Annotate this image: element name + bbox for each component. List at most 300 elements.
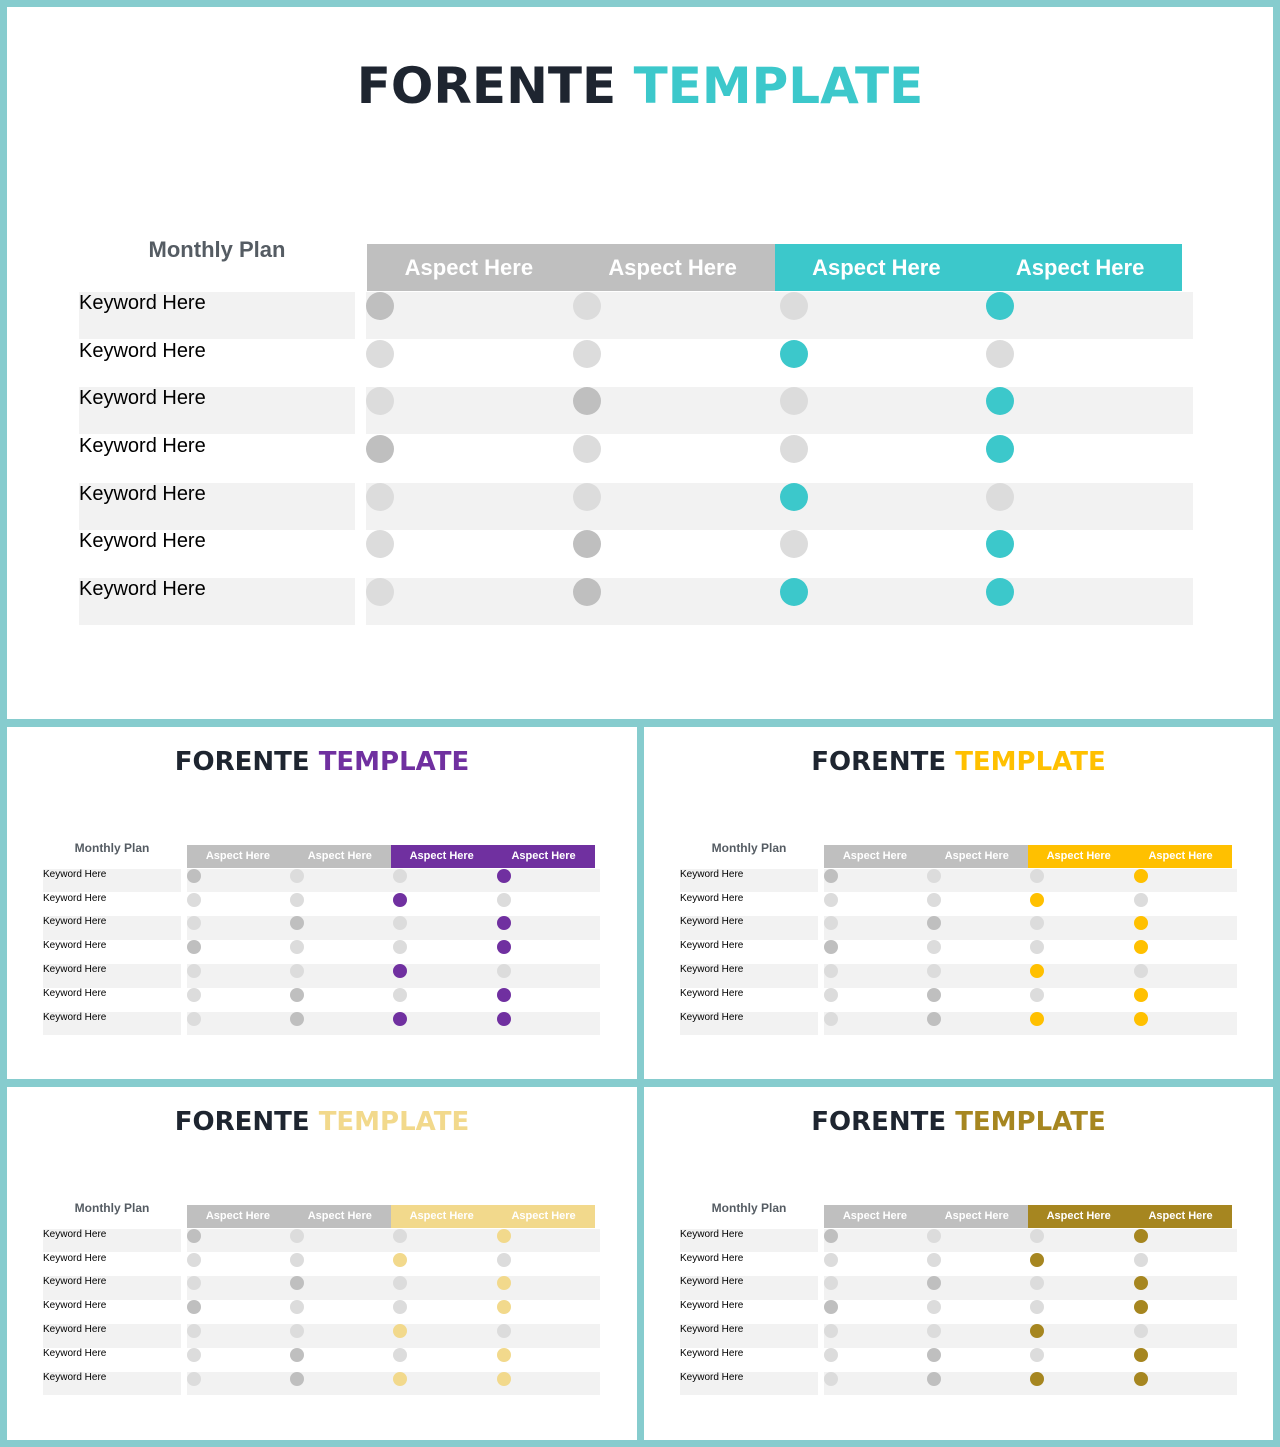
table-cell bbox=[497, 1324, 600, 1348]
table-cell bbox=[497, 893, 600, 917]
status-dot-accent bbox=[986, 435, 1014, 463]
status-dot-light bbox=[927, 1253, 941, 1267]
table-row bbox=[187, 1300, 601, 1324]
table-cell bbox=[1134, 988, 1237, 1012]
table-row bbox=[187, 1253, 601, 1277]
table-cell bbox=[824, 1348, 927, 1372]
status-dot-light bbox=[824, 1324, 838, 1338]
status-dot-light bbox=[1030, 940, 1044, 954]
table-cell bbox=[1134, 1276, 1237, 1300]
status-dot-light bbox=[393, 940, 407, 954]
status-dot-light bbox=[187, 964, 201, 978]
table-cell bbox=[1134, 916, 1237, 940]
table-cell bbox=[573, 292, 780, 339]
status-dot-dark bbox=[187, 869, 201, 883]
status-dot-light bbox=[393, 1276, 407, 1290]
status-dot-light bbox=[187, 1253, 201, 1267]
table-cell bbox=[824, 1253, 927, 1277]
table-cell bbox=[187, 1372, 290, 1396]
header-aspect-2: Aspect Here bbox=[571, 244, 775, 291]
status-dot-light bbox=[824, 1372, 838, 1386]
keyword-label: Keyword Here bbox=[680, 1012, 818, 1036]
status-dot-accent bbox=[1030, 1012, 1044, 1026]
status-dot-light bbox=[824, 1276, 838, 1290]
status-dot-light bbox=[393, 988, 407, 1002]
table-cell bbox=[824, 869, 927, 893]
status-dot-accent bbox=[1134, 988, 1148, 1002]
table-cell bbox=[1030, 1300, 1133, 1324]
status-dot-light bbox=[290, 1229, 304, 1243]
status-dot-dark bbox=[290, 1348, 304, 1362]
header-aspect-3: Aspect Here bbox=[391, 845, 493, 869]
table-cell bbox=[573, 387, 780, 434]
table-row bbox=[824, 940, 1238, 964]
header-aspect-2: Aspect Here bbox=[289, 1205, 391, 1229]
status-dot-accent bbox=[1134, 1300, 1148, 1314]
table-cell bbox=[497, 988, 600, 1012]
table-cell bbox=[290, 988, 393, 1012]
table-cell bbox=[393, 1300, 496, 1324]
status-dot-accent bbox=[497, 1012, 511, 1026]
table-cell bbox=[927, 1300, 1030, 1324]
status-dot-dark bbox=[927, 916, 941, 930]
table-cell bbox=[187, 1276, 290, 1300]
table-cell bbox=[366, 340, 573, 387]
table-cell bbox=[1134, 1253, 1237, 1277]
table-cell bbox=[824, 964, 927, 988]
table-row bbox=[366, 340, 1193, 387]
status-dot-light bbox=[187, 1012, 201, 1026]
table-cell bbox=[393, 964, 496, 988]
keyword-label: Keyword Here bbox=[680, 940, 744, 951]
table-cell bbox=[1134, 893, 1237, 917]
status-dot-light bbox=[780, 435, 808, 463]
title-word-2: TEMPLATE bbox=[633, 57, 924, 115]
table-row bbox=[824, 893, 1238, 917]
status-dot-light bbox=[927, 869, 941, 883]
table-cell bbox=[1134, 1348, 1237, 1372]
title-word-1: FORENTE bbox=[356, 57, 617, 115]
status-dot-accent bbox=[1134, 1348, 1148, 1362]
status-dot-accent bbox=[780, 578, 808, 606]
table-cell bbox=[927, 1229, 1030, 1253]
table-cell bbox=[187, 893, 290, 917]
table-cell bbox=[1030, 964, 1133, 988]
table-cell bbox=[780, 292, 987, 339]
table-cell bbox=[393, 893, 496, 917]
status-dot-accent bbox=[393, 1324, 407, 1338]
table-cell bbox=[290, 964, 393, 988]
keyword-label: Keyword Here bbox=[43, 1347, 107, 1359]
status-dot-light bbox=[393, 869, 407, 883]
status-dot-dark bbox=[927, 1276, 941, 1290]
status-dot-accent bbox=[497, 1372, 511, 1386]
table-row bbox=[187, 916, 601, 940]
status-dot-light bbox=[927, 1229, 941, 1243]
table-cell bbox=[187, 1229, 290, 1253]
status-dot-light bbox=[366, 530, 394, 558]
status-dot-accent bbox=[497, 940, 511, 954]
table-row bbox=[187, 964, 601, 988]
status-dot-light bbox=[1134, 893, 1148, 907]
status-dot-accent bbox=[1030, 893, 1044, 907]
table-cell bbox=[393, 1324, 496, 1348]
header-aspect-3: Aspect Here bbox=[775, 244, 979, 291]
status-dot-accent bbox=[1134, 1012, 1148, 1026]
table-row bbox=[187, 1324, 601, 1348]
status-dot-light bbox=[927, 1300, 941, 1314]
table-cell bbox=[824, 988, 927, 1012]
status-dot-light bbox=[290, 964, 304, 978]
keyword-label: Keyword Here bbox=[43, 916, 181, 940]
status-dot-light bbox=[1030, 916, 1044, 930]
status-dot-light bbox=[986, 483, 1014, 511]
status-dot-accent bbox=[497, 869, 511, 883]
table-row bbox=[824, 1300, 1238, 1324]
table-cell bbox=[927, 964, 1030, 988]
table-cell bbox=[290, 893, 393, 917]
table-cell bbox=[187, 1348, 290, 1372]
status-dot-dark bbox=[927, 1372, 941, 1386]
table-cell bbox=[187, 916, 290, 940]
status-dot-light bbox=[824, 1253, 838, 1267]
keyword-label: Keyword Here bbox=[43, 1276, 181, 1300]
keyword-label: Keyword Here bbox=[43, 987, 107, 999]
keyword-label: Keyword Here bbox=[43, 1300, 107, 1311]
status-dot-light bbox=[187, 1348, 201, 1362]
header-aspect-3: Aspect Here bbox=[1028, 1205, 1130, 1229]
table-cell bbox=[497, 916, 600, 940]
table-cell bbox=[187, 940, 290, 964]
table-cell bbox=[780, 483, 987, 530]
table-cell bbox=[497, 964, 600, 988]
header-aspect-1: Aspect Here bbox=[367, 244, 571, 291]
table-cell bbox=[497, 1253, 600, 1277]
table-cell bbox=[393, 916, 496, 940]
status-dot-light bbox=[1030, 1229, 1044, 1243]
keyword-label: Keyword Here bbox=[680, 892, 744, 904]
header-aspect-4: Aspect Here bbox=[978, 244, 1182, 291]
status-dot-accent bbox=[497, 988, 511, 1002]
status-dot-light bbox=[393, 1348, 407, 1362]
keyword-label: Keyword Here bbox=[43, 1372, 181, 1396]
keyword-label: Keyword Here bbox=[79, 435, 206, 457]
table-row bbox=[187, 1229, 601, 1253]
status-dot-light bbox=[1030, 1348, 1044, 1362]
table-cell bbox=[573, 483, 780, 530]
slide-5 bbox=[644, 1087, 1273, 1440]
table-row bbox=[824, 1276, 1238, 1300]
table-cell bbox=[986, 340, 1193, 387]
table-cell bbox=[290, 1372, 393, 1396]
status-dot-dark bbox=[927, 1012, 941, 1026]
keyword-label: Keyword Here bbox=[680, 1300, 744, 1311]
status-dot-light bbox=[366, 340, 394, 368]
table-cell bbox=[824, 1324, 927, 1348]
status-dot-dark bbox=[573, 387, 601, 415]
table-cell bbox=[1030, 940, 1133, 964]
slide-1 bbox=[7, 7, 1273, 719]
table-cell bbox=[824, 893, 927, 917]
status-dot-accent bbox=[393, 1372, 407, 1386]
status-dot-light bbox=[393, 916, 407, 930]
table-cell bbox=[1134, 940, 1237, 964]
status-dot-accent bbox=[393, 1012, 407, 1026]
status-dot-light bbox=[497, 964, 511, 978]
table-cell bbox=[187, 988, 290, 1012]
status-dot-light bbox=[986, 340, 1014, 368]
table-header bbox=[187, 1205, 595, 1229]
table-cell bbox=[986, 387, 1193, 434]
table-cell bbox=[290, 1276, 393, 1300]
table-cell bbox=[927, 1012, 1030, 1036]
table-cell bbox=[1030, 1372, 1133, 1396]
status-dot-dark bbox=[290, 1372, 304, 1386]
table-cell bbox=[290, 1012, 393, 1036]
status-dot-dark bbox=[824, 869, 838, 883]
table-row bbox=[187, 988, 601, 1012]
table-header bbox=[187, 845, 595, 869]
title-word-1: FORENTE bbox=[811, 747, 947, 777]
title-word-2: TEMPLATE bbox=[955, 1107, 1106, 1137]
status-dot-accent bbox=[1030, 1324, 1044, 1338]
status-dot-light bbox=[573, 292, 601, 320]
status-dot-accent bbox=[497, 916, 511, 930]
keyword-label: Keyword Here bbox=[43, 1252, 107, 1264]
status-dot-light bbox=[824, 988, 838, 1002]
table-cell bbox=[927, 893, 1030, 917]
table-cell bbox=[780, 530, 987, 577]
status-dot-dark bbox=[366, 435, 394, 463]
table-cell bbox=[393, 1012, 496, 1036]
status-dot-dark bbox=[290, 916, 304, 930]
title-word-2: TEMPLATE bbox=[318, 1107, 470, 1137]
status-dot-light bbox=[927, 964, 941, 978]
monthly-plan-label: Monthly Plan bbox=[711, 1201, 787, 1215]
table-row bbox=[187, 869, 601, 893]
table-cell bbox=[497, 1012, 600, 1036]
status-dot-light bbox=[824, 1012, 838, 1026]
table-cell bbox=[393, 1348, 496, 1372]
status-dot-dark bbox=[290, 1276, 304, 1290]
status-dot-accent bbox=[986, 292, 1014, 320]
slide-4 bbox=[7, 1087, 637, 1440]
status-dot-light bbox=[927, 940, 941, 954]
table-header bbox=[824, 845, 1232, 869]
status-dot-light bbox=[187, 1372, 201, 1386]
status-dot-light bbox=[824, 916, 838, 930]
table-cell bbox=[393, 1253, 496, 1277]
table-cell bbox=[290, 940, 393, 964]
table-cell bbox=[187, 1253, 290, 1277]
table-header bbox=[367, 244, 1182, 291]
status-dot-light bbox=[780, 387, 808, 415]
table-cell bbox=[366, 530, 573, 577]
table-cell bbox=[1030, 1253, 1133, 1277]
status-dot-light bbox=[1134, 1324, 1148, 1338]
status-dot-accent bbox=[986, 387, 1014, 415]
table-cell bbox=[497, 1300, 600, 1324]
table-cell bbox=[187, 869, 290, 893]
status-dot-light bbox=[573, 340, 601, 368]
table-cell bbox=[1134, 1229, 1237, 1253]
keyword-label: Keyword Here bbox=[680, 1276, 818, 1300]
header-aspect-2: Aspect Here bbox=[926, 845, 1028, 869]
header-aspect-1: Aspect Here bbox=[824, 845, 926, 869]
keyword-label: Keyword Here bbox=[680, 1324, 818, 1348]
keyword-label: Keyword Here bbox=[680, 869, 818, 893]
header-aspect-1: Aspect Here bbox=[187, 1205, 289, 1229]
status-dot-dark bbox=[824, 940, 838, 954]
status-dot-accent bbox=[1030, 964, 1044, 978]
table-row bbox=[366, 435, 1193, 482]
table-cell bbox=[824, 1372, 927, 1396]
table-cell bbox=[1134, 1372, 1237, 1396]
title-word-2: TEMPLATE bbox=[955, 747, 1106, 777]
table-cell bbox=[824, 1300, 927, 1324]
status-dot-light bbox=[1134, 1253, 1148, 1267]
table-cell bbox=[780, 435, 987, 482]
table-cell bbox=[986, 530, 1193, 577]
monthly-plan-label: Monthly Plan bbox=[74, 841, 150, 855]
table-row bbox=[824, 1324, 1238, 1348]
status-dot-dark bbox=[927, 1348, 941, 1362]
header-aspect-3: Aspect Here bbox=[391, 1205, 493, 1229]
status-dot-accent bbox=[393, 1253, 407, 1267]
header-aspect-2: Aspect Here bbox=[926, 1205, 1028, 1229]
status-dot-accent bbox=[780, 340, 808, 368]
table-cell bbox=[1134, 869, 1237, 893]
status-dot-light bbox=[927, 893, 941, 907]
table-cell bbox=[187, 1324, 290, 1348]
table-cell bbox=[573, 340, 780, 387]
status-dot-accent bbox=[780, 483, 808, 511]
table-cell bbox=[290, 1300, 393, 1324]
table-cell bbox=[290, 1253, 393, 1277]
table-cell bbox=[986, 435, 1193, 482]
table-cell bbox=[927, 1324, 1030, 1348]
table-cell bbox=[1030, 988, 1133, 1012]
table-cell bbox=[1030, 1276, 1133, 1300]
table-cell bbox=[393, 1372, 496, 1396]
status-dot-accent bbox=[1030, 1253, 1044, 1267]
status-dot-light bbox=[187, 988, 201, 1002]
status-dot-light bbox=[824, 1348, 838, 1362]
status-dot-light bbox=[1030, 1276, 1044, 1290]
table-row bbox=[187, 1372, 601, 1396]
table-row bbox=[824, 1012, 1238, 1036]
status-dot-accent bbox=[1134, 1372, 1148, 1386]
keyword-label: Keyword Here bbox=[79, 340, 206, 362]
keyword-label: Keyword Here bbox=[79, 530, 206, 552]
table-cell bbox=[393, 940, 496, 964]
status-dot-light bbox=[187, 916, 201, 930]
table-row bbox=[824, 1348, 1238, 1372]
table-cell bbox=[927, 1372, 1030, 1396]
table-cell bbox=[393, 869, 496, 893]
table-row bbox=[187, 893, 601, 917]
status-dot-light bbox=[393, 1229, 407, 1243]
table-cell bbox=[986, 483, 1193, 530]
status-dot-light bbox=[187, 1276, 201, 1290]
status-dot-light bbox=[497, 1253, 511, 1267]
status-dot-dark bbox=[927, 988, 941, 1002]
status-dot-light bbox=[780, 530, 808, 558]
status-dot-accent bbox=[1134, 916, 1148, 930]
slide-title bbox=[644, 747, 1273, 777]
status-dot-light bbox=[497, 1324, 511, 1338]
table-cell bbox=[366, 483, 573, 530]
status-dot-light bbox=[824, 893, 838, 907]
status-dot-dark bbox=[290, 988, 304, 1002]
table-row bbox=[824, 916, 1238, 940]
header-aspect-2: Aspect Here bbox=[289, 845, 391, 869]
header-aspect-4: Aspect Here bbox=[493, 845, 595, 869]
status-dot-dark bbox=[573, 530, 601, 558]
table-row bbox=[187, 940, 601, 964]
status-dot-light bbox=[290, 893, 304, 907]
table-cell bbox=[824, 1012, 927, 1036]
slide-title bbox=[7, 57, 1273, 115]
slide-3 bbox=[644, 727, 1273, 1079]
header-aspect-4: Aspect Here bbox=[493, 1205, 595, 1229]
status-dot-light bbox=[290, 869, 304, 883]
status-dot-accent bbox=[986, 530, 1014, 558]
table-cell bbox=[393, 1229, 496, 1253]
table-cell bbox=[927, 1253, 1030, 1277]
status-dot-dark bbox=[824, 1300, 838, 1314]
status-dot-light bbox=[366, 578, 394, 606]
status-dot-dark bbox=[187, 1300, 201, 1314]
keyword-label: Keyword Here bbox=[43, 1012, 181, 1036]
table-cell bbox=[1134, 1324, 1237, 1348]
status-dot-light bbox=[290, 940, 304, 954]
status-dot-light bbox=[780, 292, 808, 320]
status-dot-accent bbox=[497, 1276, 511, 1290]
table-cell bbox=[497, 1276, 600, 1300]
status-dot-light bbox=[366, 483, 394, 511]
keyword-label: Keyword Here bbox=[79, 483, 355, 530]
status-dot-dark bbox=[187, 940, 201, 954]
table-cell bbox=[1030, 1229, 1133, 1253]
table-cell bbox=[927, 869, 1030, 893]
table-cell bbox=[497, 1372, 600, 1396]
status-dot-light bbox=[290, 1253, 304, 1267]
status-dot-accent bbox=[497, 1229, 511, 1243]
table-cell bbox=[824, 940, 927, 964]
slide-title bbox=[644, 1107, 1273, 1137]
table-cell bbox=[366, 435, 573, 482]
slide-title bbox=[7, 1107, 637, 1137]
table-cell bbox=[290, 1324, 393, 1348]
keyword-label: Keyword Here bbox=[79, 578, 355, 625]
table-row bbox=[366, 387, 1193, 434]
table-row bbox=[187, 1276, 601, 1300]
slide-2 bbox=[7, 727, 637, 1079]
table-cell bbox=[573, 578, 780, 625]
table-cell bbox=[1134, 1300, 1237, 1324]
table-row bbox=[366, 292, 1193, 339]
table-row bbox=[366, 530, 1193, 577]
table-cell bbox=[1030, 916, 1133, 940]
status-dot-dark bbox=[824, 1229, 838, 1243]
keyword-label: Keyword Here bbox=[79, 387, 355, 434]
table-cell bbox=[824, 1276, 927, 1300]
title-word-2: TEMPLATE bbox=[318, 747, 470, 777]
table-cell bbox=[824, 1229, 927, 1253]
status-dot-accent bbox=[1134, 940, 1148, 954]
table-cell bbox=[927, 1276, 1030, 1300]
